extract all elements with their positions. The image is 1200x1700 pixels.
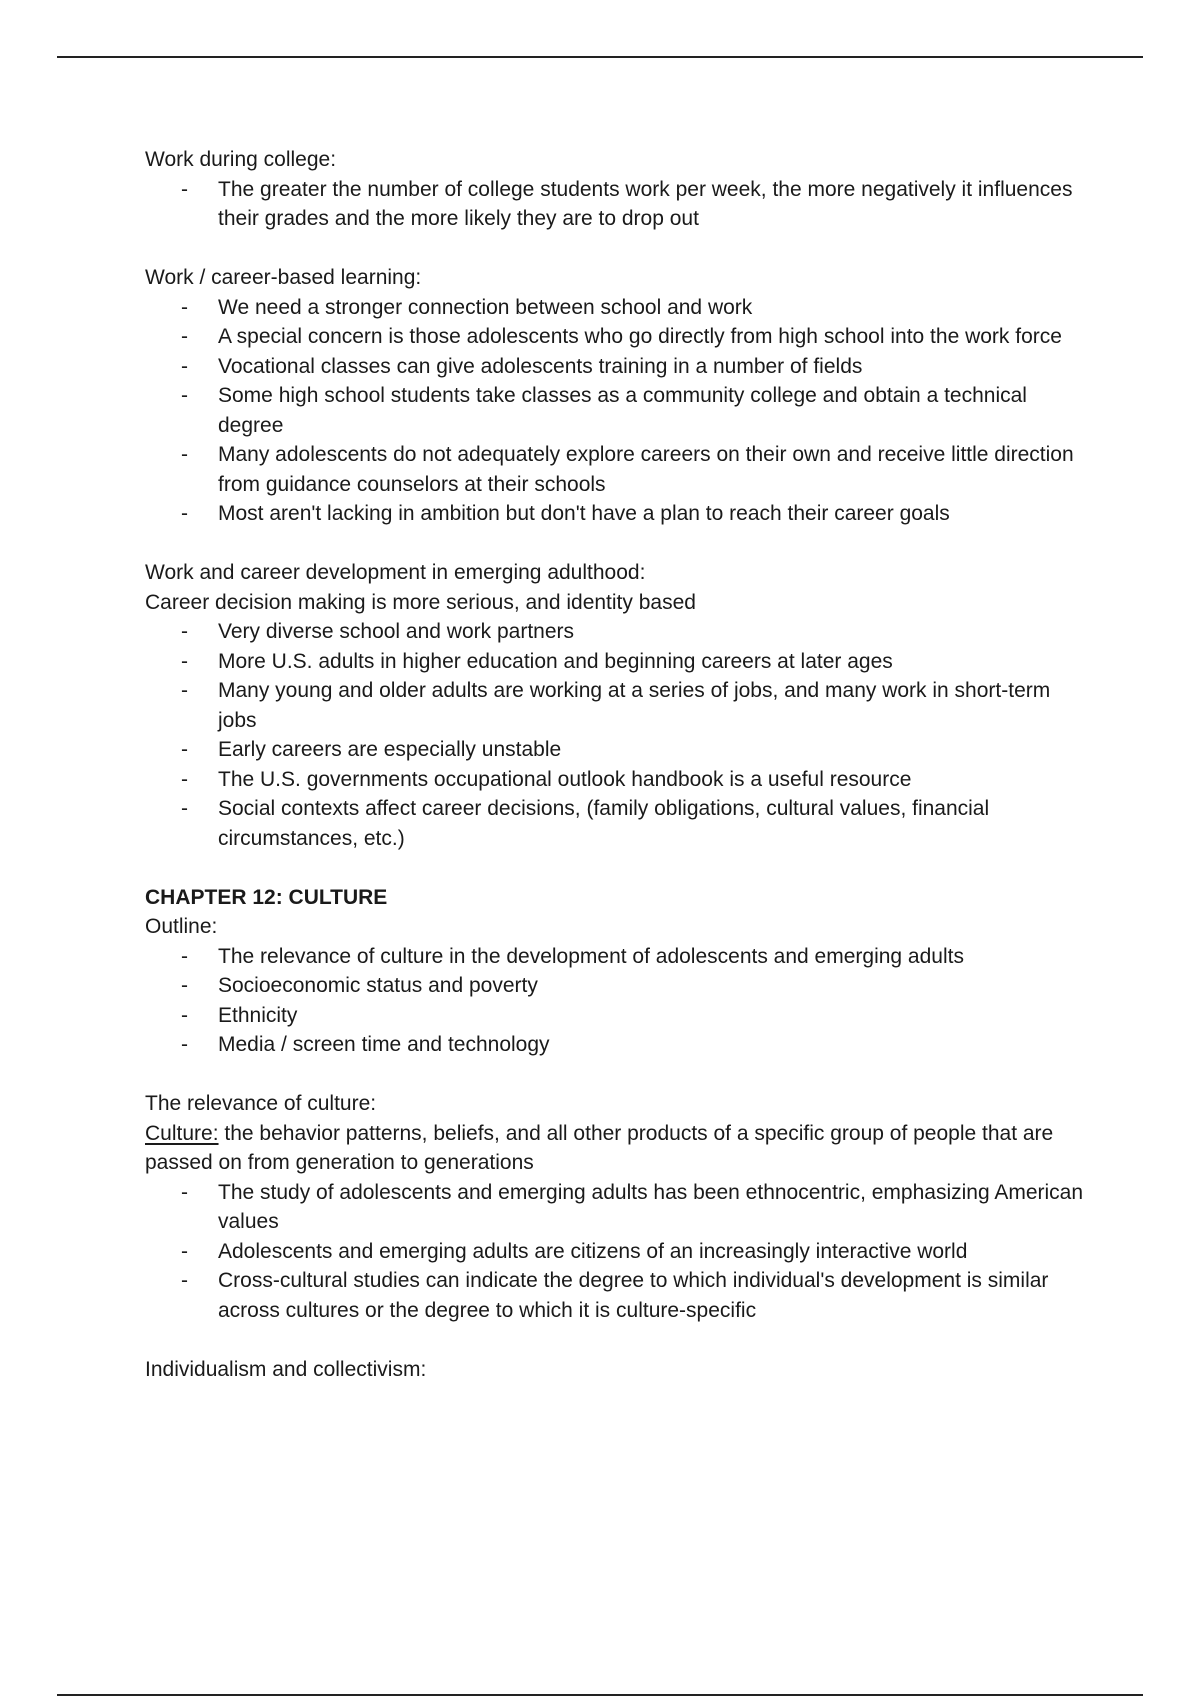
bullet-dash: -: [181, 944, 188, 968]
bullet-dash: -: [181, 767, 188, 791]
list-item: - The relevance of culture in the development of adolescents and emerging adults: [145, 942, 1085, 972]
bullet-dash: -: [181, 974, 188, 997]
bullet-dash: -: [181, 797, 188, 820]
list-item: - Socioeconomic status and poverty: [145, 971, 1085, 1001]
bullet-dash: -: [181, 384, 188, 407]
footer-rule: [57, 1694, 1143, 1696]
bullet-dash: -: [181, 1033, 188, 1056]
list-item: - The U.S. governments occupational outlook handbook is a useful resource: [145, 765, 1085, 795]
section-subheading-emerging-adulthood: Career decision making is more serious, and identity based: [145, 590, 696, 614]
list-item: - Social contexts affect career decisions, (family obligations, cultural values, financial circumstances, etc.): [145, 794, 1085, 853]
list-item: - Many adolescents do not adequately explore careers on their own and receive little direction from guidance counselors at their schools: [145, 440, 1085, 499]
list-item: - A special concern is those adolescents who go directly from high school into the work force: [145, 322, 1085, 352]
list-item: - More U.S. adults in higher education and beginning careers at later ages: [145, 647, 1085, 677]
list-item: - Very diverse school and work partners: [145, 617, 1085, 647]
list-item: - Early careers are especially unstable: [145, 735, 1085, 765]
list-item: - Adolescents and emerging adults are citizens of an increasingly interactive world: [145, 1237, 1085, 1267]
bullet-dash: -: [181, 620, 188, 643]
outline-label: Outline:: [145, 915, 218, 938]
section-heading-career-learning: Work / career-based learning:: [145, 266, 422, 289]
bullet-dash: -: [181, 502, 188, 525]
culture-definition: [145, 1119, 1085, 1178]
list-item: - Vocational classes can give adolescents training in a number of fields: [145, 352, 1085, 382]
bullet-dash: -: [181, 738, 188, 761]
list-item: - Media / screen time and technology: [145, 1030, 1085, 1060]
culture-definition-text: the behavior patterns, beliefs, and all other products of a specific group of people that are passed on from generation to generations: [145, 1121, 1054, 1174]
header-rule: [57, 56, 1143, 58]
list-item: - Some high school students take classes as a community college and obtain a technical degree: [145, 381, 1085, 440]
section-heading-work-college: Work during college:: [145, 148, 337, 171]
bullet-dash: -: [181, 354, 188, 378]
bullet-list-outline: [145, 942, 1085, 1060]
bullet-dash: -: [181, 1239, 188, 1263]
bullet-dash: -: [181, 295, 188, 319]
bullet-dash: -: [181, 1269, 188, 1292]
list-item: - We need a stronger connection between school and work: [145, 293, 1085, 323]
bullet-dash: -: [181, 443, 188, 466]
list-item: - The study of adolescents and emerging adults has been ethnocentric, emphasizing American values: [145, 1178, 1085, 1237]
section-heading-emerging-adulthood: Work and career development in emerging adulthood:: [145, 561, 646, 584]
bullet-list-relevance: [145, 1178, 1085, 1326]
list-item: - Many young and older adults are working at a series of jobs, and many work in short-term jobs: [145, 676, 1085, 735]
bullet-list-career-learning: [145, 293, 1085, 529]
bullet-dash: -: [181, 177, 188, 201]
list-item: - Cross-cultural studies can indicate the degree to which individual's development is similar across cultures or the degree to which it is culture-specific: [145, 1266, 1085, 1325]
bullet-dash: -: [181, 649, 188, 673]
bullet-dash: -: [181, 679, 188, 702]
list-item: - Most aren't lacking in ambition but don't have a plan to reach their career goals: [145, 499, 1085, 529]
document-body: [145, 145, 1085, 1384]
bullet-dash: -: [181, 1180, 188, 1204]
list-item: - The greater the number of college students work per week, the more negatively it influences their grades and the more likely they are to drop out: [145, 175, 1085, 234]
bullet-list-emerging-adulthood: [145, 617, 1085, 853]
culture-term: Culture:: [145, 1121, 219, 1145]
section-heading-individualism: Individualism and collectivism:: [145, 1357, 427, 1381]
bullet-dash: -: [181, 1003, 188, 1027]
bullet-dash: -: [181, 325, 188, 348]
section-heading-relevance: The relevance of culture:: [145, 1092, 377, 1115]
bullet-list-work-college: [145, 175, 1085, 234]
chapter-title: CHAPTER 12: CULTURE: [145, 885, 388, 909]
list-item: - Ethnicity: [145, 1001, 1085, 1031]
